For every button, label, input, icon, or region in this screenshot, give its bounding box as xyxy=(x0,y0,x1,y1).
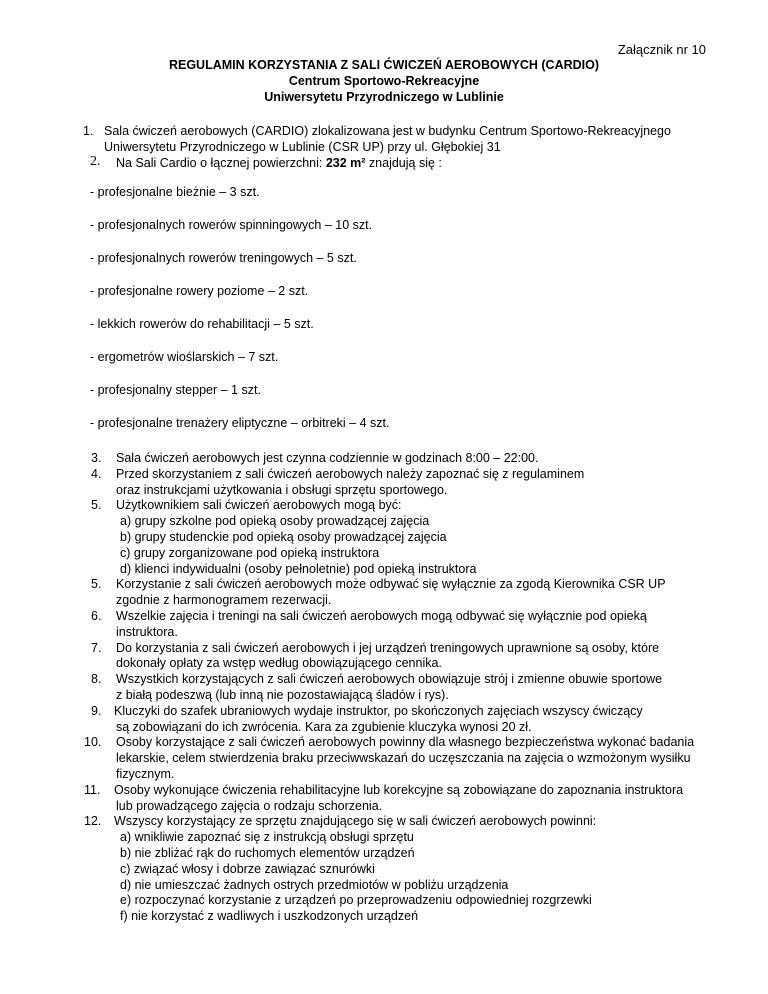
equipment-item: - profesjonalnych rowerów treningowych – 5 szt. xyxy=(90,251,357,265)
rule-number: 9. xyxy=(91,703,102,718)
rule-subitem: b) nie zbliżać rąk do ruchomych elementów urządzeń xyxy=(120,846,415,860)
rule-number: 7. xyxy=(91,640,102,655)
rule-text: z białą podeszwą (lub inną nie pozostawiającą śladów i rys). xyxy=(116,688,449,702)
rule-text: Osoby korzystające z sali ćwiczeń aerobowych powinny dla własnego bezpieczeństwa wykonać badania xyxy=(116,735,695,750)
rule-text: Sala ćwiczeń aerobowych jest czynna codziennie w godzinach 8:00 – 22:00. xyxy=(116,451,539,465)
equipment-item: - profesjonalny stepper – 1 szt. xyxy=(90,383,261,397)
rule-text: Osoby wykonujące ćwiczenia rehabilitacyjne lub korekcyjne są zobowiązane do zapoznania instruktora xyxy=(114,782,684,797)
equipment-item: - profesjonalne rowery poziome – 2 szt. xyxy=(90,284,309,298)
point-number: 1. xyxy=(83,124,94,138)
document-subtitle-2: Uniwersytetu Przyrodniczego w Lublinie xyxy=(264,90,504,104)
rule-text: Do korzystania z sali ćwiczeń aerobowych i jej urządzeń treningowych uprawnione są osoby, które xyxy=(116,640,660,655)
rule-subitem: d) klienci indywidualni (osoby pełnoletnie) pod opieką instruktora xyxy=(120,561,477,576)
rule-text: instruktora. xyxy=(116,624,178,639)
equipment-item: - profesjonalne bieżnie – 3 szt. xyxy=(90,185,260,199)
rule-number: 5. xyxy=(91,498,102,513)
point-text: Sala ćwiczeń aerobowych (CARDIO) zlokalizowana jest w budynku Centrum Sportowo-Rekreacyjnego xyxy=(104,124,671,138)
rule-subitem: c) grupy zorganizowane pod opieką instruktora xyxy=(120,545,380,560)
rule-text: lekarskie, celem stwierdzenia braku przeciwwskazań do uczęszczania na zajęcia o wzmożonym wysiłku xyxy=(116,751,691,766)
rule-subitem: b) grupy studenckie pod opieką osoby prowadzącej zajęcia xyxy=(120,530,447,544)
rule-subitem: e) rozpoczynać korzystanie z urządzeń po przeprowadzeniu odpowiedniej rozgrzewki xyxy=(120,893,592,908)
rule-number: 8. xyxy=(91,672,102,687)
rule-text: dokonały opłaty za wstęp według obowiązującego cennika. xyxy=(116,656,442,671)
rule-number: 6. xyxy=(91,609,102,623)
document-title: REGULAMIN KORZYSTANIA Z SALI ĆWICZEŃ AEROBOWYCH (CARDIO) xyxy=(168,58,600,72)
point-text: Na Sali Cardio o łącznej powierzchni: 232 m² znajdują się : xyxy=(116,156,442,170)
rule-subitem: a) wnikliwie zapoznać się z instrukcją obsługi sprzętu xyxy=(120,830,414,845)
rule-subitem: a) grupy szkolne pod opieką osoby prowadzącej zajęcia xyxy=(120,514,430,529)
rule-text: Korzystanie z sali ćwiczeń aerobowych może odbywać się wyłącznie za zgodą Kierownika CSR UP xyxy=(116,577,666,592)
rule-number: 4. xyxy=(91,466,102,481)
document-subtitle-1: Centrum Sportowo-Rekreacyjne xyxy=(288,74,480,88)
equipment-item: - profesjonalnych rowerów spinningowych – 10 szt. xyxy=(90,218,373,232)
rule-text: Wszelkie zajęcia i treningi na sali ćwiczeń aerobowych mogą odbywać się wyłącznie pod opieką xyxy=(116,609,647,623)
rule-text: lub prowadzącego zajęcia o rodzaju schorzenia. xyxy=(116,798,383,813)
rule-subitem: c) związać włosy i dobrze zawiązać sznurówki xyxy=(120,861,375,876)
rule-text: Przed skorzystaniem z sali ćwiczeń aerobowych należy zapoznać się z regulaminem xyxy=(116,466,585,481)
rule-text: Użytkownikiem sali ćwiczeń aerobowych mogą być: xyxy=(116,498,402,513)
equipment-item: - profesjonalne trenażery eliptyczne – orbitreki – 4 szt. xyxy=(90,416,390,430)
equipment-item: - lekkich rowerów do rehabilitacji – 5 szt. xyxy=(90,317,314,331)
rule-text: zgodnie z harmonogramem rezerwacji. xyxy=(116,593,332,608)
rule-text: są zobowiązani do ich zwrócenia. Kara za zgubienie kluczyka wynosi 20 zł. xyxy=(116,719,532,734)
rule-text: oraz instrukcjami użytkowania i obsługi sprzętu sportowego. xyxy=(116,482,448,497)
rule-subitem: d) nie umieszczać żadnych ostrych przedmiotów w pobliżu urządzenia xyxy=(120,877,509,892)
rule-text: Kluczyki do szafek ubraniowych wydaje instruktor, po skończonych zajęciach wszyscy ćwiczący xyxy=(114,703,643,718)
point-number: 2. xyxy=(90,154,101,169)
rule-subitem: f) nie korzystać z wadliwych i uszkodzonych urządzeń xyxy=(120,909,419,924)
rule-number: 3. xyxy=(91,451,102,465)
annex-label: Załącznik nr 10 xyxy=(617,42,706,57)
rule-text: Wszyscy korzystający ze sprzętu znajdującego się w sali ćwiczeń aerobowych powinni: xyxy=(114,814,597,829)
rule-number: 11. xyxy=(84,782,101,797)
rule-number: 5. xyxy=(91,577,102,592)
rule-number: 10. xyxy=(84,735,102,750)
point-text: Uniwersytetu Przyrodniczego w Lublinie (CSR UP) przy ul. Głębokiej 31 xyxy=(104,140,501,154)
rule-number: 12. xyxy=(84,814,102,829)
rule-text: fizycznym. xyxy=(116,767,175,781)
equipment-item: - ergometrów wioślarskich – 7 szt. xyxy=(90,350,279,364)
rule-text: Wszystkich korzystających z sali ćwiczeń aerobowych obowiązuje strój i zmienne obuwie sportowe xyxy=(116,672,663,687)
